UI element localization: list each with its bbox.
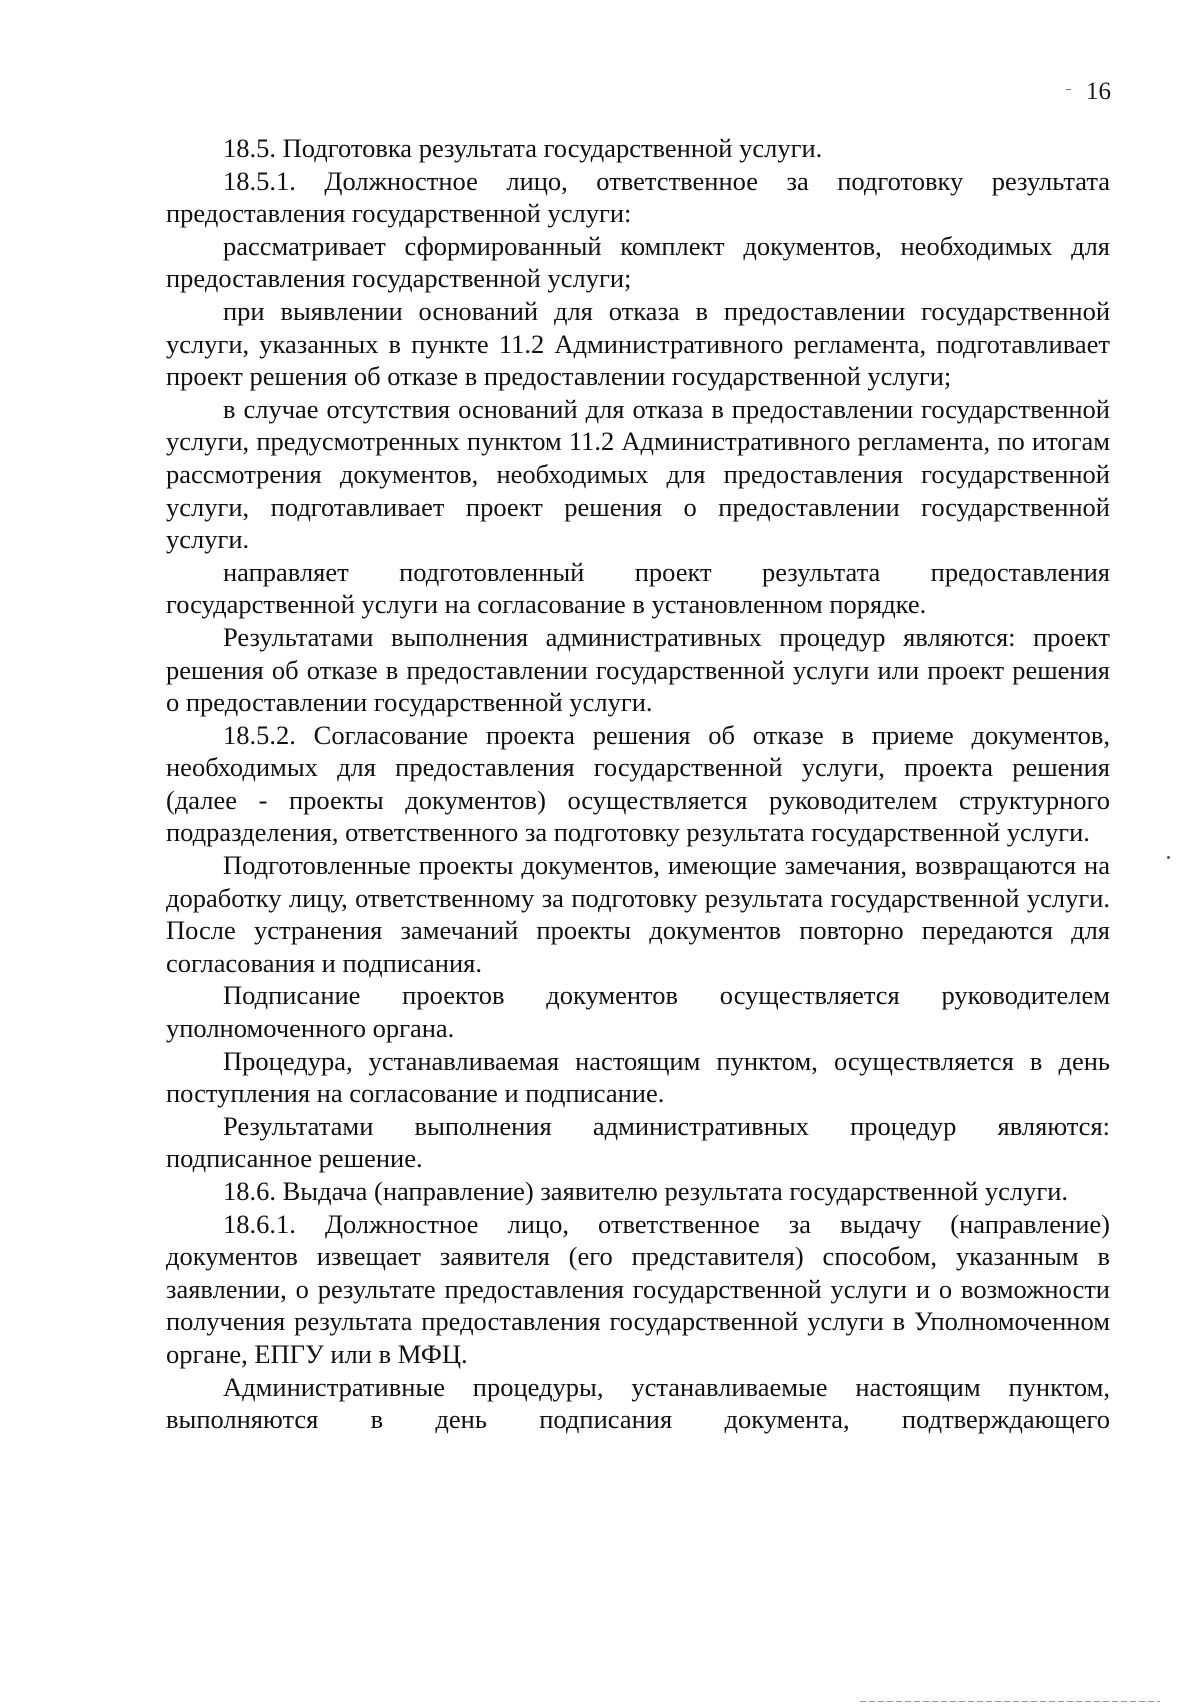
scan-speck [1167,856,1170,859]
paragraph-18-6: 18.6. Выдача (направление) заявителю результата государственной услуги. [223,1176,1068,1206]
scan-edge-line [860,1701,1160,1702]
paragraph: в случае отсутствия оснований для отказа в предоставлении государственной услуги, предусмотренных пунктом 11.2 Административного регламента, по итогам рассмотрения документов, необходимых для предоставления государственной услуги, подготавливает проект решения о предоставлении государственной услуги. [166,393,1110,555]
paragraph-18-5-1: 18.5.1. Должностное лицо, ответственное за подготовку результата предоставления государственной услуги: [166,165,1110,229]
paragraph: направляет подготовленный проект результата предоставления государственной услуги на согласование в установленном порядке. [166,556,1110,620]
paragraph: рассматривает сформированный комплект документов, необходимых для предоставления государственной услуги; [166,230,1110,294]
paragraph: Результатами выполнения административных процедур являются: проект решения об отказе в предоставлении государственной услуги или проект решения о предоставлении государственной услуги. [166,621,1110,718]
paragraph: Административные процедуры, устанавливаемые настоящим пунктом, выполняются в день подписания документа, подтверждающего [166,1371,1110,1435]
paragraph-18-6-1: 18.6.1. Должностное лицо, ответственное за выдачу (направление) документов извещает заявителя (его представителя) способом, указанным в заявлении, о результате предоставления государственной услуги и о возможности получения результата предоставления государственной услуги в Уполномоченном органе, ЕПГУ или в МФЦ. [166,1208,1110,1369]
paragraph: Результатами выполнения административных процедур являются: подписанное решение. [166,1110,1110,1174]
paragraph-18-5-2: 18.5.2. Согласование проекта решения об отказе в приеме документов, необходимых для предоставления государственной услуги, проекта решения (далее - проекты документов) осуществляется руководителем структурного подразделения, ответственного за подготовку результата государственной услуги. [166,719,1110,848]
document-body [166,132,1110,1436]
page-number: 16 [1086,78,1111,105]
scan-mark [1066,89,1071,90]
paragraph: Подготовленные проекты документов, имеющие замечания, возвращаются на доработку лицу, ответственному за подготовку результата государственной услуги. После устранения замечаний проекты документов повторно передаются для согласования и подписания. [166,850,1110,978]
paragraph: при выявлении оснований для отказа в предоставлении государственной услуги, указанных в пункте 11.2 Административного регламента, подготавливает проект решения об отказе в предоставлении государственной услуги; [166,295,1110,392]
paragraph: Процедура, устанавливаемая настоящим пунктом, осуществляется в день поступления на согласование и подписание. [166,1045,1110,1109]
paragraph-18-5: 18.5. Подготовка результата государственной услуги. [223,133,823,163]
paragraph: Подписание проектов документов осуществляется руководителем уполномоченного органа. [166,980,1110,1044]
